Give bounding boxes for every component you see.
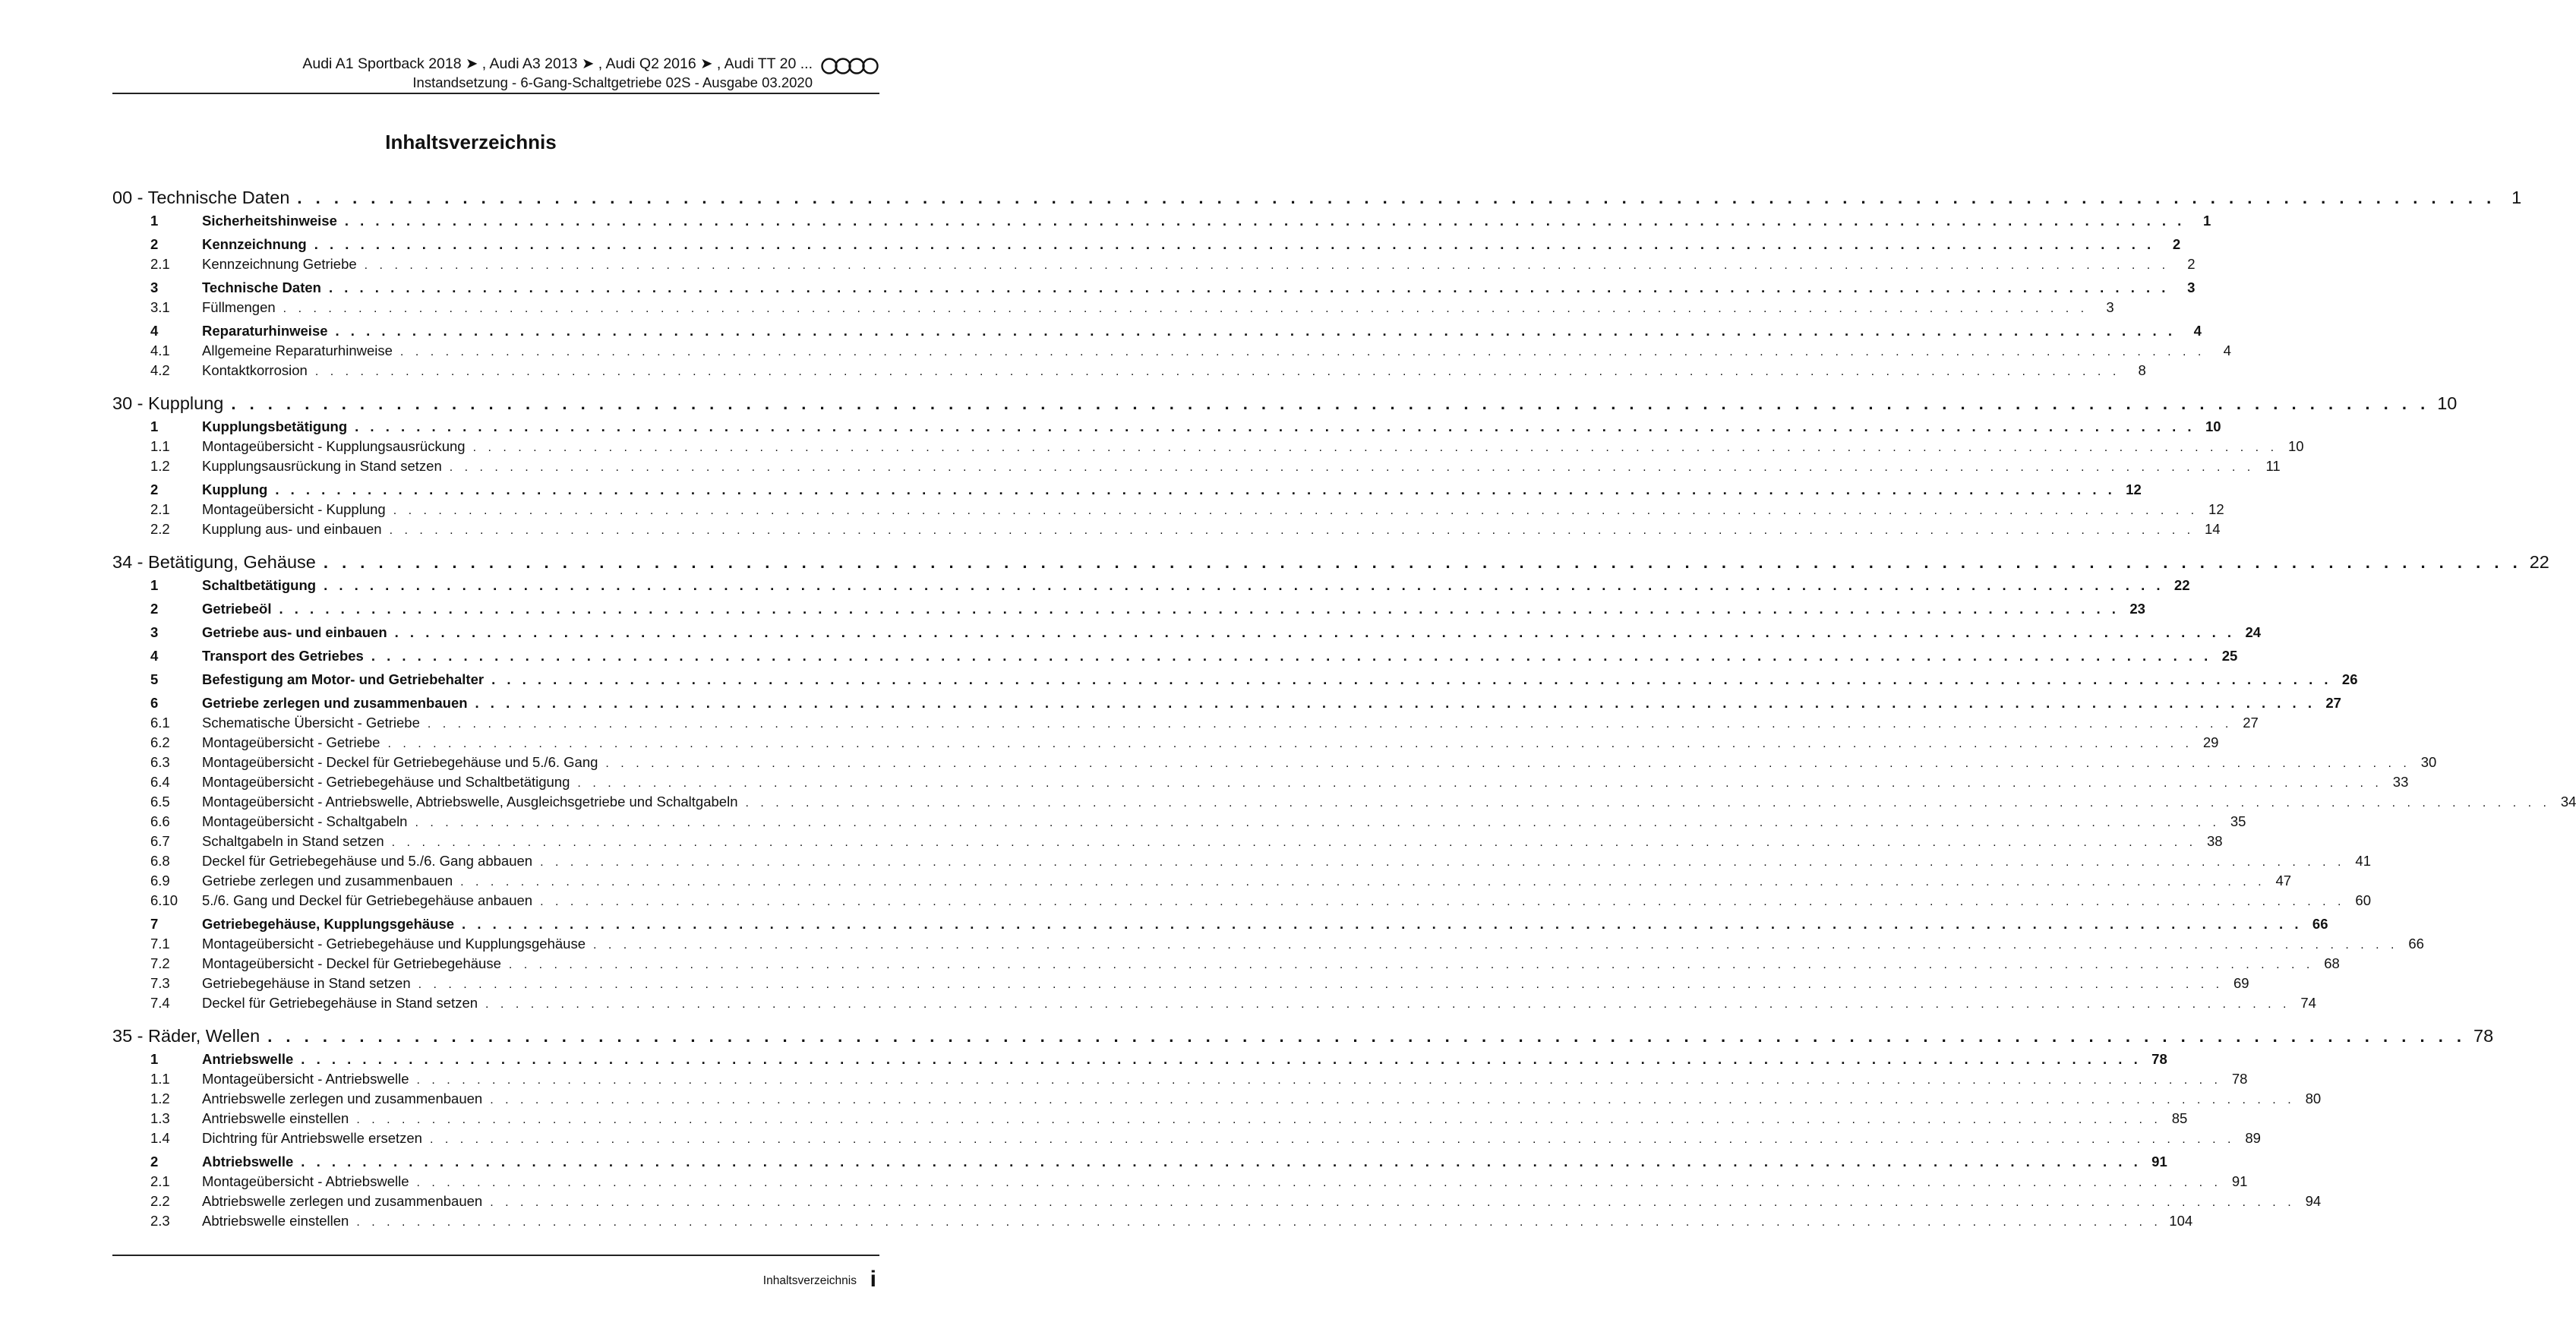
dot-leader: . . . . . . . . . . . . . . . . . . . . . . . . . . . . . . . . . . . . . . . . . . . . . . . . . . . . . . . . . . . . . . . . . . . . . . . . . . . . . . . . . . . . . . . . . . . . . . . . . . . . . . . . . . . . . . . . . . . . . . . . [399, 346, 2205, 358]
toc-page-number: 29 [2202, 734, 2219, 750]
toc-page-number: 89 [2245, 1130, 2261, 1146]
toc-entry-number: 6.5 [150, 794, 170, 810]
toc-entry-row[interactable] [112, 518, 2221, 538]
toc-entry-row[interactable] [112, 668, 2358, 688]
toc-entry-title: Kontaktkorrosion [202, 362, 308, 378]
toc-entry-number: 2.1 [150, 256, 170, 272]
toc-entry-number: 1.1 [150, 1071, 170, 1087]
dot-leader: . . . . . . . . . . . . . . . . . . . . . . . . . . . . . . . . . . . . . . . . . . . . . . . . . . . . . . . . . . . . . . . . . . . . . . . . . . . . . . . . . . . . . . . . . . . . . . . . . . . . . . . . . . . . . . . . . . . . . . . . [393, 504, 2199, 517]
toc-entry-number: 7.2 [150, 955, 170, 971]
toc-entry-number: 7.3 [150, 975, 170, 991]
toc-entry-number: 1.2 [150, 458, 170, 474]
dot-leader: . . . . . . . . . . . . . . . . . . . . . . . . . . . . . . . . . . . . . . . . . . . . . . . . . . . . . . . . . . . . . . . . . . . . . . . . . . . . . . . . . . . . . . . . . . . . . . . . . . . . . . . . . . . . . . . . . . . . . . . . [231, 394, 2430, 413]
toc-page-number: 60 [2355, 892, 2371, 908]
toc-entry-number: 1 [150, 213, 159, 229]
dot-leader: . . . . . . . . . . . . . . . . . . . . . . . . . . . . . . . . . . . . . . . . . . . . . . . . . . . . . . . . . . . . . . . . . . . . . . . . . . . . . . . . . . . . . . . . . . . . . . . . . . . . . . . . . . . . . . . . . . . . . . . . [593, 939, 2398, 952]
toc-entry-title: Getriebegehäuse in Stand setzen [202, 975, 411, 991]
toc-page-number: 27 [2325, 695, 2341, 711]
dot-leader: . . . . . . . . . . . . . . . . . . . . . . . . . . . . . . . . . . . . . . . . . . . . . . . . . . . . . . . . . . . . . . . . . . . . . . . . . . . . . . . . . . . . . . . . . . . . . . . . . . . . . . . . . . . . . . . . . . . . . . . . [275, 481, 2116, 497]
toc-page-number: 4 [2193, 323, 2202, 339]
toc-chapter-row[interactable] [112, 388, 2458, 414]
toc-entry-number: 7.1 [150, 936, 170, 952]
toc-entry-title: Abtriebswelle zerlegen und zusammenbauen [202, 1193, 483, 1209]
toc-page-number: 27 [2243, 715, 2259, 731]
toc-page-number: 35 [2230, 813, 2246, 829]
toc-entry-title: Sicherheitshinweise [202, 213, 337, 229]
dot-leader: . . . . . . . . . . . . . . . . . . . . . . . . . . . . . . . . . . . . . . . . . . . . . . . . . . . . . . . . . . . . . . . . . . . . . . . . . . . . . . . . . . . . . . . . . . . . . . . . . . . . . . . . . . . . . . . . . . . . . . . . [301, 1051, 2142, 1067]
dot-leader: . . . . . . . . . . . . . . . . . . . . . . . . . . . . . . . . . . . . . . . . . . . . . . . . . . . . . . . . . . . . . . . . . . . . . . . . . . . . . . . . . . . . . . . . . . . . . . . . . . . . . . . . . . . . . . . . . . . . . . . . [364, 259, 2170, 272]
toc-entry-number: 6.1 [150, 715, 170, 731]
dot-leader: . . . . . . . . . . . . . . . . . . . . . . . . . . . . . . . . . . . . . . . . . . . . . . . . . . . . . . . . . . . . . . . . . . . . . . . . . . . . . . . . . . . . . . . . . . . . . . . . . . . . . . . . . . . . . . . . . . . . . . . . [427, 718, 2233, 731]
dot-leader: . . . . . . . . . . . . . . . . . . . . . . . . . . . . . . . . . . . . . . . . . . . . . . . . . . . . . . . . . . . . . . . . . . . . . . . . . . . . . . . . . . . . . . . . . . . . . . . . . . . . . . . . . . . . . . . . . . . . . . . . [490, 1196, 2296, 1209]
dot-leader: . . . . . . . . . . . . . . . . . . . . . . . . . . . . . . . . . . . . . . . . . . . . . . . . . . . . . . . . . . . . . . . . . . . . . . . . . . . . . . . . . . . . . . . . . . . . . . . . . . . . . . . . . . . . . . . . . . . . . . . . [490, 1094, 2296, 1106]
page-title: Inhaltsverzeichnis [385, 131, 557, 153]
toc-entry-row[interactable] [112, 320, 2202, 339]
toc-entry-title: Antriebswelle [202, 1051, 294, 1067]
toc-entry-title: Montageübersicht - Deckel für Getriebegehäuse [202, 955, 501, 971]
toc-page-number: 69 [2233, 975, 2249, 991]
toc-entry-row[interactable] [112, 771, 2409, 791]
toc-entry-number: 3 [150, 279, 159, 295]
toc-entry-title: Montageübersicht - Getriebegehäuse und Kupplungsgehäuse [202, 936, 586, 952]
toc-entry-title: Abtriebswelle einstellen [202, 1213, 349, 1229]
toc-entry-title: Füllmengen [202, 299, 276, 315]
toc-entry-number: 6.10 [150, 892, 178, 908]
toc-entry-row[interactable] [112, 870, 2292, 889]
toc-chapter-title: 00 - Technische Daten [112, 188, 290, 207]
toc-page-number: 12 [2208, 501, 2224, 517]
toc-entry-title: Montageübersicht - Getriebegehäuse und Schaltbetätigung [202, 774, 570, 790]
toc-page-number: 3 [2187, 279, 2196, 295]
toc-entry-row[interactable] [112, 952, 2340, 972]
toc-entry-title: Getriebe zerlegen und zusammenbauen [202, 695, 468, 711]
toc-entry-number: 2.2 [150, 1193, 170, 1209]
dot-leader: . . . . . . . . . . . . . . . . . . . . . . . . . . . . . . . . . . . . . . . . . . . . . . . . . . . . . . . . . . . . . . . . . . . . . . . . . . . . . . . . . . . . . . . . . . . . . . . . . . . . . . . . . . . . . . . . . . . . . . . . [391, 836, 2197, 849]
toc-entry-title: Kupplungsausrückung in Stand setzen [202, 458, 442, 474]
toc-chapter-row[interactable] [112, 1021, 2494, 1046]
toc-entry-number: 2.3 [150, 1213, 170, 1229]
dot-leader: . . . . . . . . . . . . . . . . . . . . . . . . . . . . . . . . . . . . . . . . . . . . . . . . . . . . . . . . . . . . . . . . . . . . . . . . . . . . . . . . . . . . . . . . . . . . . . . . . . . . . . . . . . . . . . . . . . . . . . . . [283, 302, 2088, 315]
toc-page-number: 38 [2207, 833, 2223, 849]
header-manual-title: Instandsetzung - 6-Gang-Schaltgetriebe 02S - Ausgabe 03.2020 [412, 74, 813, 90]
toc-entry-number: 6.4 [150, 774, 170, 790]
toc-entry-row[interactable] [112, 1190, 2322, 1210]
dot-leader: . . . . . . . . . . . . . . . . . . . . . . . . . . . . . . . . . . . . . . . . . . . . . . . . . . . . . . . . . . . . . . . . . . . . . . . . . . . . . . . . . . . . . . . . . . . . . . . . . . . . . . . . . . . . . . . . . . . . . . . . [355, 418, 2196, 434]
toc-entry-number: 2.1 [150, 1173, 170, 1189]
toc-entry-title: Befestigung am Motor- und Getriebehalter [202, 671, 485, 687]
dot-leader: . . . . . . . . . . . . . . . . . . . . . . . . . . . . . . . . . . . . . . . . . . . . . . . . . . . . . . . . . . . . . . . . . . . . . . . . . . . . . . . . . . . . . . . . . . . . . . . . . . . . . . . . . . . . . . . . . . . . . . . . [279, 601, 2120, 617]
toc-entry-row[interactable] [112, 1127, 2261, 1147]
toc-entry-row[interactable] [112, 574, 2190, 594]
toc-entry-row[interactable] [112, 889, 2371, 909]
dot-leader: . . . . . . . . . . . . . . . . . . . . . . . . . . . . . . . . . . . . . . . . . . . . . . . . . . . . . . . . . . . . . . . . . . . . . . . . . . . . . . . . . . . . . . . . . . . . . . . . . . . . . . . . . . . . . . . . . . . . . . . . [485, 998, 2290, 1011]
toc-page-number: 1 [2511, 188, 2522, 207]
toc-chapter-row[interactable] [112, 547, 2549, 573]
dot-leader: . . . . . . . . . . . . . . . . . . . . . . . . . . . . . . . . . . . . . . . . . . . . . . . . . . . . . . . . . . . . . . . . . . . . . . . . . . . . . . . . . . . . . . . . . . . . . . . . . . . . . . . . . . . . . . . . . . . . . . . . [328, 279, 2170, 295]
toc-entry-number: 2 [150, 601, 159, 617]
toc-page-number: 26 [2341, 671, 2358, 687]
dot-leader: . . . . . . . . . . . . . . . . . . . . . . . . . . . . . . . . . . . . . . . . . . . . . . . . . . . . . . . . . . . . . . . . . . . . . . . . . . . . . . . . . . . . . . . . . . . . . . . . . . . . . . . . . . . . . . . . . . . . . . . . [267, 1027, 2467, 1046]
dot-leader: . . . . . . . . . . . . . . . . . . . . . . . . . . . . . . . . . . . . . . . . . . . . . . . . . . . . . . . . . . . . . . . . . . . . . . . . . . . . . . . . . . . . . . . . . . . . . . . . . . . . . . . . . . . . . . . . . . . . . . . . [323, 553, 2522, 572]
toc-entry-row[interactable] [112, 1048, 2167, 1068]
toc-entry-number: 6.8 [150, 853, 170, 869]
toc-page-number: 94 [2305, 1193, 2322, 1209]
toc-entry-number: 1 [150, 418, 159, 434]
toc-entry-title: Antriebswelle einstellen [202, 1110, 349, 1126]
toc-page-number: 33 [2392, 774, 2409, 790]
toc-page-number: 91 [2151, 1154, 2167, 1169]
toc-page-number: 85 [2171, 1110, 2188, 1126]
toc-entry-row[interactable] [112, 296, 2114, 316]
toc-entry-number: 6.6 [150, 813, 170, 829]
dot-leader: . . . . . . . . . . . . . . . . . . . . . . . . . . . . . . . . . . . . . . . . . . . . . . . . . . . . . . . . . . . . . . . . . . . . . . . . . . . . . . . . . . . . . . . . . . . . . . . . . . . . . . . . . . . . . . . . . . . . . . . . [540, 895, 2345, 908]
toc-page-number: 25 [2221, 648, 2238, 664]
toc-entry-number: 1 [150, 577, 159, 593]
dot-leader: . . . . . . . . . . . . . . . . . . . . . . . . . . . . . . . . . . . . . . . . . . . . . . . . . . . . . . . . . . . . . . . . . . . . . . . . . . . . . . . . . . . . . . . . . . . . . . . . . . . . . . . . . . . . . . . . . . . . . . . . [415, 816, 2221, 829]
toc-entry-number: 1 [150, 1051, 159, 1067]
toc-entry-number: 2 [150, 481, 159, 497]
dot-leader: . . . . . . . . . . . . . . . . . . . . . . . . . . . . . . . . . . . . . . . . . . . . . . . . . . . . . . . . . . . . . . . . . . . . . . . . . . . . . . . . . . . . . . . . . . . . . . . . . . . . . . . . . . . . . . . . . . . . . . . . [394, 624, 2236, 640]
dot-leader: . . . . . . . . . . . . . . . . . . . . . . . . . . . . . . . . . . . . . . . . . . . . . . . . . . . . . . . . . . . . . . . . . . . . . . . . . . . . . . . . . . . . . . . . . . . . . . . . . . . . . . . . . . . . . . . . . . . . . . . . [324, 577, 2164, 593]
toc-entry-number: 4 [150, 323, 159, 339]
toc-entry-title: Antriebswelle zerlegen und zusammenbauen [202, 1091, 483, 1106]
dot-leader: . . . . . . . . . . . . . . . . . . . . . . . . . . . . . . . . . . . . . . . . . . . . . . . . . . . . . . . . . . . . . . . . . . . . . . . . . . . . . . . . . . . . . . . . . . . . . . . . . . . . . . . . . . . . . . . . . . . . . . . . [540, 856, 2345, 869]
toc-entry-row[interactable] [112, 791, 2576, 810]
dot-leader: . . . . . . . . . . . . . . . . . . . . . . . . . . . . . . . . . . . . . . . . . . . . . . . . . . . . . . . . . . . . . . . . . . . . . . . . . . . . . . . . . . . . . . . . . . . . . . . . . . . . . . . . . . . . . . . . . . . . . . . . [387, 737, 2193, 750]
toc-page-number: 91 [2231, 1173, 2248, 1189]
toc-entry-row[interactable] [112, 972, 2249, 992]
toc-entry-title: Getriebe aus- und einbauen [202, 624, 387, 640]
dot-leader: . . . . . . . . . . . . . . . . . . . . . . . . . . . . . . . . . . . . . . . . . . . . . . . . . . . . . . . . . . . . . . . . . . . . . . . . . . . . . . . . . . . . . . . . . . . . . . . . . . . . . . . . . . . . . . . . . . . . . . . . [449, 461, 2255, 474]
dot-leader: . . . . . . . . . . . . . . . . . . . . . . . . . . . . . . . . . . . . . . . . . . . . . . . . . . . . . . . . . . . . . . . . . . . . . . . . . . . . . . . . . . . . . . . . . . . . . . . . . . . . . . . . . . . . . . . . . . . . . . . . [745, 797, 2551, 810]
toc-entry-title: Montageübersicht - Getriebe [202, 734, 380, 750]
toc-entry-row[interactable] [112, 621, 2262, 641]
toc-entry-number: 4.2 [150, 362, 170, 378]
toc-entry-number: 2.2 [150, 521, 170, 537]
dot-leader: . . . . . . . . . . . . . . . . . . . . . . . . . . . . . . . . . . . . . . . . . . . . . . . . . . . . . . . . . . . . . . . . . . . . . . . . . . . . . . . . . . . . . . . . . . . . . . . . . . . . . . . . . . . . . . . . . . . . . . . . [297, 188, 2496, 207]
toc-entry-title: Abtriebswelle [202, 1154, 294, 1169]
toc-entry-number: 6.3 [150, 754, 170, 770]
toc-entry-title: Deckel für Getriebegehäuse in Stand setzen [202, 995, 478, 1011]
toc-entry-row[interactable] [112, 359, 2146, 379]
dot-leader: . . . . . . . . . . . . . . . . . . . . . . . . . . . . . . . . . . . . . . . . . . . . . . . . . . . . . . . . . . . . . . . . . . . . . . . . . . . . . . . . . . . . . . . . . . . . . . . . . . . . . . . . . . . . . . . . . . . . . . . . [389, 524, 2195, 537]
toc-entry-row[interactable] [112, 455, 2281, 475]
toc-page-number: 47 [2275, 873, 2292, 889]
toc-page-number: 12 [2126, 481, 2142, 497]
dot-leader: . . . . . . . . . . . . . . . . . . . . . . . . . . . . . . . . . . . . . . . . . . . . . . . . . . . . . . . . . . . . . . . . . . . . . . . . . . . . . . . . . . . . . . . . . . . . . . . . . . . . . . . . . . . . . . . . . . . . . . . . [371, 648, 2212, 664]
toc-entry-number: 7.4 [150, 995, 170, 1011]
toc-entry-number: 1.1 [150, 438, 170, 454]
toc-entry-row[interactable] [112, 933, 2424, 952]
toc-entry-row[interactable] [112, 478, 2142, 498]
toc-page-number: 78 [2473, 1026, 2494, 1046]
toc-entry-row[interactable] [112, 1068, 2248, 1087]
toc-page-number: 4 [2223, 342, 2231, 358]
toc-entry-title: Reparaturhinweise [202, 323, 328, 339]
dot-leader: . . . . . . . . . . . . . . . . . . . . . . . . . . . . . . . . . . . . . . . . . . . . . . . . . . . . . . . . . . . . . . . . . . . . . . . . . . . . . . . . . . . . . . . . . . . . . . . . . . . . . . . . . . . . . . . . . . . . . . . . [605, 757, 2411, 770]
toc-chapter-title: 30 - Kupplung [112, 393, 224, 413]
toc-entry-number: 7 [150, 916, 159, 932]
toc-entry-title: Kupplung aus- und einbauen [202, 521, 382, 537]
toc-entry-row[interactable] [112, 1087, 2322, 1107]
toc-entry-title: Montageübersicht - Kupplungsausrückung [202, 438, 466, 454]
dot-leader: . . . . . . . . . . . . . . . . . . . . . . . . . . . . . . . . . . . . . . . . . . . . . . . . . . . . . . . . . . . . . . . . . . . . . . . . . . . . . . . . . . . . . . . . . . . . . . . . . . . . . . . . . . . . . . . . . . . . . . . . [356, 1216, 2162, 1229]
toc-entry-title: Kupplung [202, 481, 268, 497]
toc-page-number: 74 [2300, 995, 2316, 1011]
toc-entry-number: 4 [150, 648, 159, 664]
toc-entry-row[interactable] [112, 830, 2223, 850]
toc-entry-title: Montageübersicht - Antriebswelle, Abtriebswelle, Ausgleichsgetriebe und Schaltgabeln [202, 794, 738, 810]
toc-page-number: 66 [2312, 916, 2328, 932]
toc-page-number: 24 [2245, 624, 2262, 640]
toc-entry-number: 6.9 [150, 873, 170, 889]
toc-page-number: 22 [2174, 577, 2190, 593]
toc-entry-number: 2.1 [150, 501, 170, 517]
toc-page-number: 30 [2420, 754, 2437, 770]
toc-section [112, 182, 2522, 379]
dot-leader: . . . . . . . . . . . . . . . . . . . . . . . . . . . . . . . . . . . . . . . . . . . . . . . . . . . . . . . . . . . . . . . . . . . . . . . . . . . . . . . . . . . . . . . . . . . . . . . . . . . . . . . . . . . . . . . . . . . . . . . . [416, 1176, 2222, 1189]
four-rings-logo-icon [820, 57, 879, 75]
dot-leader: . . . . . . . . . . . . . . . . . . . . . . . . . . . . . . . . . . . . . . . . . . . . . . . . . . . . . . . . . . . . . . . . . . . . . . . . . . . . . . . . . . . . . . . . . . . . . . . . . . . . . . . . . . . . . . . . . . . . . . . . [301, 1154, 2142, 1169]
toc-entry-title: Allgemeine Reparaturhinweise [202, 342, 393, 358]
table-of-contents [112, 182, 2576, 1229]
dot-leader: . . . . . . . . . . . . . . . . . . . . . . . . . . . . . . . . . . . . . . . . . . . . . . . . . . . . . . . . . . . . . . . . . . . . . . . . . . . . . . . . . . . . . . . . . . . . . . . . . . . . . . . . . . . . . . . . . . . . . . . . [460, 876, 2266, 889]
toc-entry-title: 5./6. Gang und Deckel für Getriebegehäuse anbauen [202, 892, 533, 908]
toc-entry-title: Montageübersicht - Deckel für Getriebegehäuse und 5./6. Gang [202, 754, 598, 770]
toc-page-number: 80 [2305, 1091, 2322, 1106]
toc-entry-row[interactable] [112, 1170, 2248, 1190]
toc-entry-title: Getriebegehäuse, Kupplungsgehäuse [202, 916, 455, 932]
toc-entry-number: 1.4 [150, 1130, 170, 1146]
dot-leader: . . . . . . . . . . . . . . . . . . . . . . . . . . . . . . . . . . . . . . . . . . . . . . . . . . . . . . . . . . . . . . . . . . . . . . . . . . . . . . . . . . . . . . . . . . . . . . . . . . . . . . . . . . . . . . . . . . . . . . . . [429, 1133, 2235, 1146]
toc-page-number: 41 [2355, 853, 2371, 869]
toc-entry-number: 3.1 [150, 299, 170, 315]
toc-chapter-row[interactable] [112, 182, 2522, 208]
toc-entry-row[interactable] [112, 913, 2328, 933]
toc-entry-row[interactable] [112, 1210, 2193, 1229]
page-footer [112, 1255, 879, 1292]
toc-entry-title: Montageübersicht - Kupplung [202, 501, 386, 517]
toc-entry-row[interactable] [112, 498, 2224, 518]
toc-page-number: 14 [2204, 521, 2221, 537]
footer-label: Inhaltsverzeichnis [762, 1274, 857, 1287]
toc-entry-row[interactable] [112, 751, 2437, 771]
toc-chapter-title: 35 - Räder, Wellen [112, 1026, 260, 1046]
dot-leader: . . . . . . . . . . . . . . . . . . . . . . . . . . . . . . . . . . . . . . . . . . . . . . . . . . . . . . . . . . . . . . . . . . . . . . . . . . . . . . . . . . . . . . . . . . . . . . . . . . . . . . . . . . . . . . . . . . . . . . . . [577, 777, 2383, 790]
toc-entry-number: 4.1 [150, 342, 170, 358]
toc-entry-row[interactable] [112, 712, 2259, 731]
toc-entry-title: Getriebe zerlegen und zusammenbauen [202, 873, 453, 889]
toc-entry-row[interactable] [112, 339, 2231, 359]
toc-entry-row[interactable] [112, 210, 2211, 229]
toc-entry-row[interactable] [112, 435, 2304, 455]
toc-page-number: 78 [2151, 1051, 2167, 1067]
toc-entry-number: 2 [150, 236, 159, 252]
toc-page-number: 8 [2138, 362, 2146, 378]
toc-entry-row[interactable] [112, 810, 2246, 830]
toc-section [112, 388, 2458, 538]
toc-entry-title: Montageübersicht - Schaltgabeln [202, 813, 408, 829]
toc-entry-title: Deckel für Getriebegehäuse und 5./6. Gang abbauen [202, 853, 533, 869]
toc-entry-number: 6.7 [150, 833, 170, 849]
footer-page-number: i [870, 1267, 876, 1292]
header-text [302, 55, 813, 91]
dot-leader: . . . . . . . . . . . . . . . . . . . . . . . . . . . . . . . . . . . . . . . . . . . . . . . . . . . . . . . . . . . . . . . . . . . . . . . . . . . . . . . . . . . . . . . . . . . . . . . . . . . . . . . . . . . . . . . . . . . . . . . . [472, 441, 2278, 454]
toc-entry-row[interactable] [112, 233, 2181, 253]
toc-page-number: 34 [2560, 794, 2576, 810]
dot-leader: . . . . . . . . . . . . . . . . . . . . . . . . . . . . . . . . . . . . . . . . . . . . . . . . . . . . . . . . . . . . . . . . . . . . . . . . . . . . . . . . . . . . . . . . . . . . . . . . . . . . . . . . . . . . . . . . . . . . . . . . [335, 323, 2176, 339]
dot-leader: . . . . . . . . . . . . . . . . . . . . . . . . . . . . . . . . . . . . . . . . . . . . . . . . . . . . . . . . . . . . . . . . . . . . . . . . . . . . . . . . . . . . . . . . . . . . . . . . . . . . . . . . . . . . . . . . . . . . . . . . [416, 1074, 2222, 1087]
toc-entry-number: 1.2 [150, 1091, 170, 1106]
dot-leader: . . . . . . . . . . . . . . . . . . . . . . . . . . . . . . . . . . . . . . . . . . . . . . . . . . . . . . . . . . . . . . . . . . . . . . . . . . . . . . . . . . . . . . . . . . . . . . . . . . . . . . . . . . . . . . . . . . . . . . . . [314, 365, 2120, 378]
toc-entry-row[interactable] [112, 692, 2341, 712]
toc-entry-number: 2 [150, 1154, 159, 1169]
toc-entry-title: Kennzeichnung Getriebe [202, 256, 357, 272]
toc-section [112, 547, 2576, 1012]
toc-entry-number: 6 [150, 695, 159, 711]
toc-chapter-title: 34 - Betätigung, Gehäuse [112, 552, 316, 572]
toc-section [112, 1021, 2494, 1229]
toc-page-number: 23 [2129, 601, 2145, 617]
toc-entry-row[interactable] [112, 1151, 2167, 1170]
toc-entry-number: 6.2 [150, 734, 170, 750]
toc-page-number: 68 [2324, 955, 2340, 971]
page-header [112, 55, 879, 94]
toc-entry-title: Dichtring für Antriebswelle ersetzen [202, 1130, 422, 1146]
toc-page-number: 10 [2205, 418, 2221, 434]
toc-entry-title: Getriebeöl [202, 601, 272, 617]
dot-leader: . . . . . . . . . . . . . . . . . . . . . . . . . . . . . . . . . . . . . . . . . . . . . . . . . . . . . . . . . . . . . . . . . . . . . . . . . . . . . . . . . . . . . . . . . . . . . . . . . . . . . . . . . . . . . . . . . . . . . . . . [418, 978, 2224, 991]
toc-page-number: 3 [2106, 299, 2114, 315]
toc-entry-number: 3 [150, 624, 159, 640]
toc-entry-row[interactable] [112, 276, 2196, 296]
toc-page-number: 10 [2287, 438, 2304, 454]
toc-page-number: 22 [2529, 552, 2549, 572]
toc-page-number: 2 [2172, 236, 2181, 252]
toc-entry-title: Schaltbetätigung [202, 577, 317, 593]
toc-page-number: 11 [2265, 458, 2281, 474]
toc-entry-row[interactable] [112, 850, 2371, 870]
dot-leader: . . . . . . . . . . . . . . . . . . . . . . . . . . . . . . . . . . . . . . . . . . . . . . . . . . . . . . . . . . . . . . . . . . . . . . . . . . . . . . . . . . . . . . . . . . . . . . . . . . . . . . . . . . . . . . . . . . . . . . . . [462, 916, 2303, 932]
toc-entry-title: Technische Daten [202, 279, 321, 295]
toc-entry-title: Kennzeichnung [202, 236, 307, 252]
toc-entry-row[interactable] [112, 645, 2238, 664]
toc-entry-title: Schaltgabeln in Stand setzen [202, 833, 384, 849]
toc-entry-title: Montageübersicht - Abtriebswelle [202, 1173, 409, 1189]
toc-page-number: 66 [2408, 936, 2424, 952]
toc-entry-title: Kupplungsbetätigung [202, 418, 348, 434]
dot-leader: . . . . . . . . . . . . . . . . . . . . . . . . . . . . . . . . . . . . . . . . . . . . . . . . . . . . . . . . . . . . . . . . . . . . . . . . . . . . . . . . . . . . . . . . . . . . . . . . . . . . . . . . . . . . . . . . . . . . . . . . [491, 671, 2332, 687]
toc-entry-row[interactable] [112, 992, 2316, 1012]
toc-page-number: 10 [2437, 393, 2458, 413]
dot-leader: . . . . . . . . . . . . . . . . . . . . . . . . . . . . . . . . . . . . . . . . . . . . . . . . . . . . . . . . . . . . . . . . . . . . . . . . . . . . . . . . . . . . . . . . . . . . . . . . . . . . . . . . . . . . . . . . . . . . . . . . [356, 1113, 2162, 1126]
toc-entry-title: Schematische Übersicht - Getriebe [202, 715, 420, 731]
toc-page-number: 104 [2169, 1213, 2193, 1229]
toc-entry-row[interactable] [112, 415, 2221, 435]
toc-entry-number: 5 [150, 671, 159, 687]
toc-page-number: 2 [2187, 256, 2196, 272]
toc-page-number: 1 [2203, 213, 2211, 229]
dot-leader: . . . . . . . . . . . . . . . . . . . . . . . . . . . . . . . . . . . . . . . . . . . . . . . . . . . . . . . . . . . . . . . . . . . . . . . . . . . . . . . . . . . . . . . . . . . . . . . . . . . . . . . . . . . . . . . . . . . . . . . . [475, 695, 2316, 711]
dot-leader: . . . . . . . . . . . . . . . . . . . . . . . . . . . . . . . . . . . . . . . . . . . . . . . . . . . . . . . . . . . . . . . . . . . . . . . . . . . . . . . . . . . . . . . . . . . . . . . . . . . . . . . . . . . . . . . . . . . . . . . . [344, 213, 2186, 229]
header-vehicle-models: Audi A1 Sportback 2018 ➤ , Audi A3 2013 ➤ , Audi Q2 2016 ➤ , Audi TT 20 ... [302, 55, 813, 72]
toc-entry-number: 1.3 [150, 1110, 170, 1126]
toc-page-number: 78 [2231, 1071, 2248, 1087]
toc-entry-row[interactable] [112, 598, 2145, 617]
toc-entry-title: Montageübersicht - Antriebswelle [202, 1071, 409, 1087]
toc-entry-row[interactable] [112, 253, 2196, 273]
dot-leader: . . . . . . . . . . . . . . . . . . . . . . . . . . . . . . . . . . . . . . . . . . . . . . . . . . . . . . . . . . . . . . . . . . . . . . . . . . . . . . . . . . . . . . . . . . . . . . . . . . . . . . . . . . . . . . . . . . . . . . . . [508, 958, 2314, 971]
toc-entry-title: Transport des Getriebes [202, 648, 364, 664]
toc-entry-row[interactable] [112, 1107, 2188, 1127]
toc-entry-row[interactable] [112, 731, 2219, 751]
dot-leader: . . . . . . . . . . . . . . . . . . . . . . . . . . . . . . . . . . . . . . . . . . . . . . . . . . . . . . . . . . . . . . . . . . . . . . . . . . . . . . . . . . . . . . . . . . . . . . . . . . . . . . . . . . . . . . . . . . . . . . . . [314, 236, 2155, 252]
